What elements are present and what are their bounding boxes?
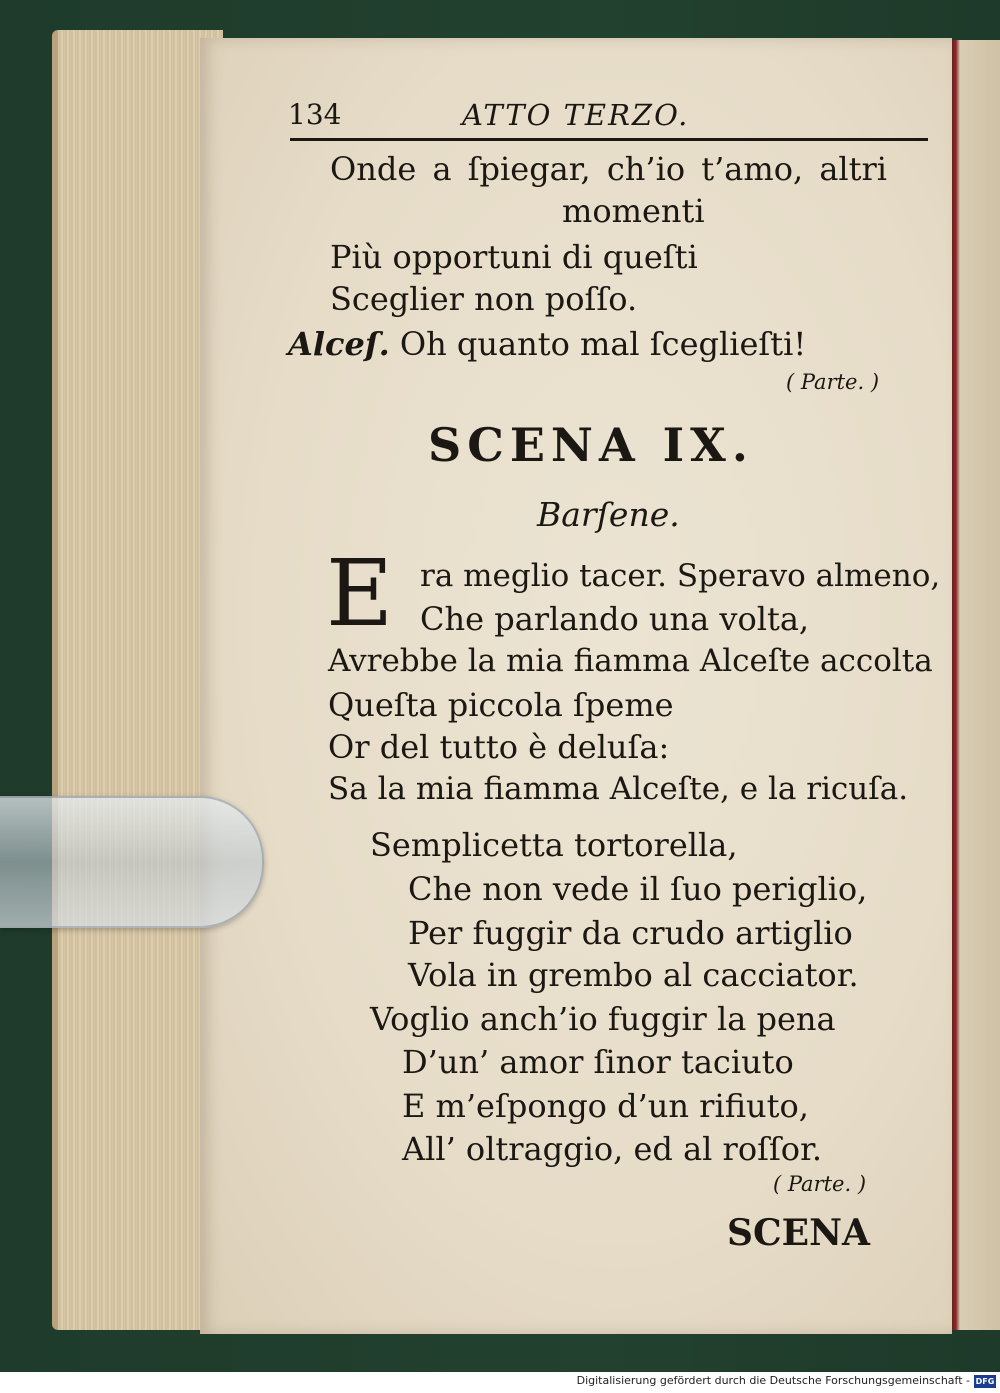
page-number: 134 <box>288 98 342 131</box>
glass-page-holder <box>0 796 264 928</box>
stage-direction: ( Parte. ) <box>773 1172 867 1196</box>
text-line: Sceglier non poſſo. <box>330 280 638 318</box>
speaker-name: Alceſ. <box>288 325 390 363</box>
text-line: Sa la mia fiamma Alceſte, e la ricuſa. <box>328 771 909 807</box>
verse-line: Semplicetta tortorella, <box>370 826 738 864</box>
text-line: Onde a ſpiegar, ch’io t’amo, altri <box>330 150 888 188</box>
text-line: Più opportuni di queſti <box>330 238 698 276</box>
verse-line: D’un’ amor ſinor taciuto <box>402 1043 794 1081</box>
verse-line: Voglio anch’io fuggir la pena <box>370 1000 836 1038</box>
text-line: ra meglio tacer. Speravo almeno, <box>420 558 941 594</box>
text-line: momenti <box>562 192 705 230</box>
text-line: Che parlando una volta, <box>420 600 810 638</box>
book-page-edges <box>52 30 223 1330</box>
dfg-logo: DFG <box>975 1377 995 1386</box>
text-line: Queſta piccola ſpeme <box>328 686 674 724</box>
speech-text: Oh quanto mal ſceglieſti! <box>399 325 807 363</box>
catchword: SCENA <box>727 1212 870 1254</box>
character-name: Barſene. <box>537 495 680 534</box>
scene-title: SCENA IX. <box>428 418 754 472</box>
header-rule <box>290 138 928 141</box>
verse-line: Che non vede il ſuo periglio, <box>408 870 868 908</box>
text-line: Or del tutto è deluſa: <box>328 728 670 766</box>
verse-line: E m’eſpongo d’un rifiuto, <box>402 1087 809 1125</box>
running-title: ATTO TERZO. <box>462 98 690 132</box>
footer-credit: Digitalisierung gefördert durch die Deutsche Forschungsgemeinschaft - <box>576 1374 970 1387</box>
verse-line: Vola in grembo al cacciator. <box>408 956 859 994</box>
speech-line <box>288 325 806 363</box>
text-line: Avrebbe la mia fiamma Alceſte accolta <box>328 643 933 679</box>
facing-page-edge <box>952 40 1000 1330</box>
verse-line: Per fuggir da crudo artiglio <box>408 914 853 952</box>
drop-cap: E <box>326 540 394 647</box>
stage-direction: ( Parte. ) <box>786 370 880 394</box>
verse-line: All’ oltraggio, ed al roſſor. <box>402 1130 823 1168</box>
